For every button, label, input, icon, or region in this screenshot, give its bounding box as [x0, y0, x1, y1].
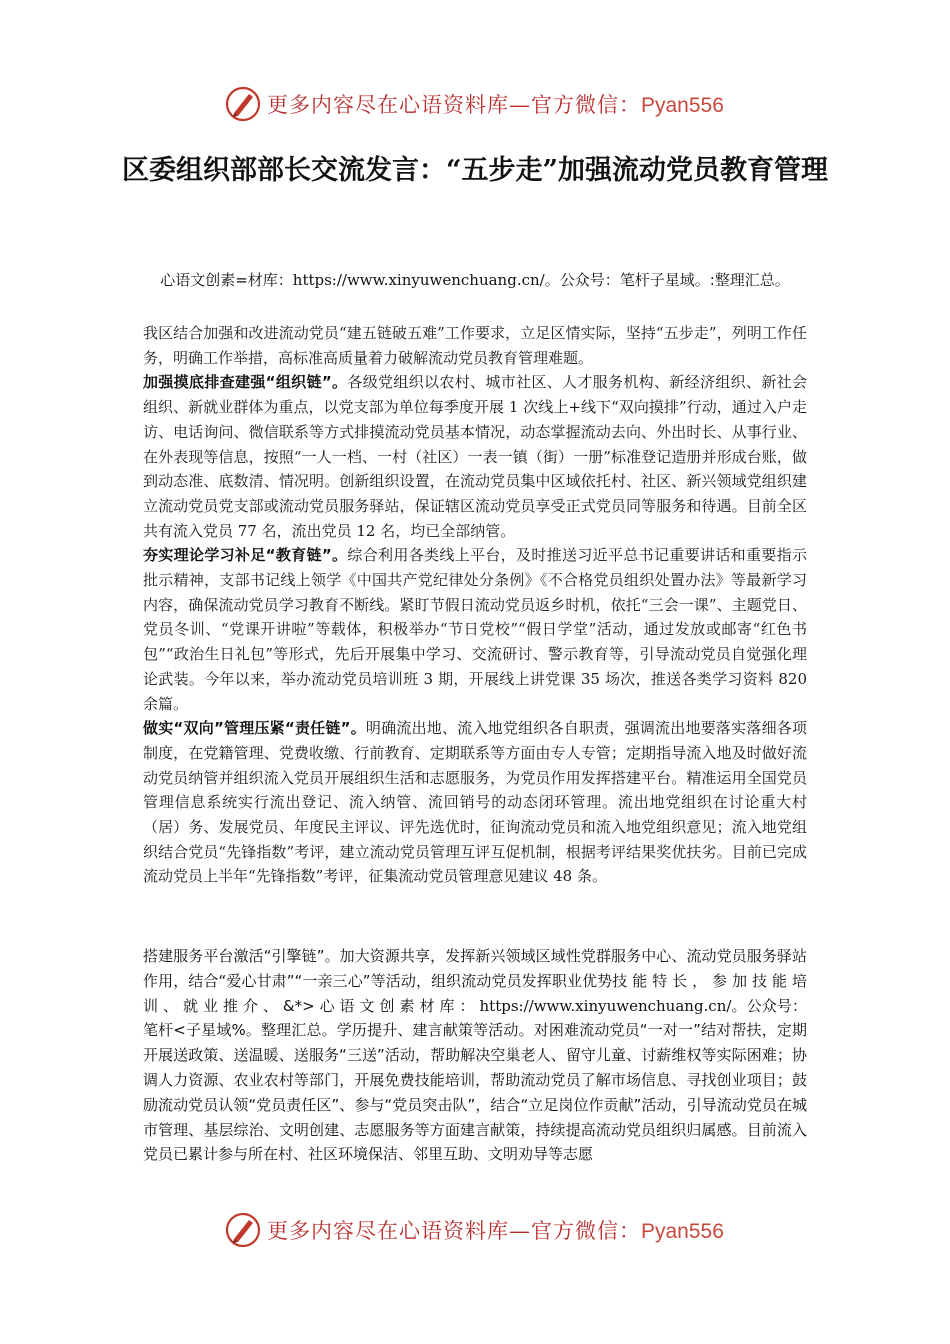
- last-section-text: 搭建服务平台激活“引擎链”。加大资源共享，发挥新兴领域区域性党群服务中心、流动党员服务驿站作用，结合“爱心甘肃”“一亲三心”等活动，组织流动党员发挥职业优势技 能 特 长 ， 参 加 技 能 培 训 、 就 业 推 介 、 &*> 心 语 文 创 素 材 库 ：: [143, 947, 807, 1015]
- section-paragraph: [143, 370, 807, 543]
- page-title: 区委组织部部长交流发言：“五步走”加强流动党员教育管理: [121, 155, 829, 186]
- pen-logo-icon: [225, 86, 261, 122]
- section-text: 综合利用各类线上平台，及时推送习近平总书记重要讲话和重要指示批示精神，支部书记线上领学《中国共产党纪律处分条例》《不合格党员组织处置办法》等最新学习内容，确保流动党员学习教育不断线。紧盯节假日流动党员返乡时机，依托“三会一课”、主题党日、党员冬训、“党课开讲啦”等载体，积极举办“节日党校”“假日学堂”活动，通过发放或邮寄“红色书包”“政治生日礼包”等形式，先后开展集中学习、交流研讨、警示教育等，引导流动党员自觉强化理论武装。今年以来，举办流动党员培训班 3 期，开展线上讲党课 35 场次，推送各类学习资料 820 余篇。: [143, 546, 807, 713]
- section-text: 各级党组织以农村、城市社区、人才服务机构、新经济组织、新社会组织、新就业群体为重点，以党支部为单位每季度开展 1 次线上+线下“双向摸排”行动，通过入户走访、电话询问、微信联系等方式排摸流动党员基本情况，动态掌握流动去向、外出时长、从事行业、在外表现等信息，按照“一人一档、一村（社区）一表一镇（街）一册”标准登记造册并形成台账，做到动态准、底数清、情况明。创新组织设置，在流动党员集中区域依托村、社区、新兴领域党组织建立流动党员党支部或流动党员服务驿站，保证辖区流动党员享受正式党员同等服务和待遇。目前全区共有流入党员 77 名，流出党员 12 名，均已全部纳管。: [143, 373, 807, 540]
- last-section-paragraph: [143, 944, 807, 1167]
- source-line: [140, 268, 810, 293]
- section-paragraph: [143, 716, 807, 889]
- section-paragraph: [143, 543, 807, 716]
- section-text: 明确流出地、流入地党组织各自职责，强调流出地要落实落细各项制度，在党籍管理、党费收缴、行前教育、定期联系等方面由专人专管；定期指导流入地及时做好流动党员纳管并组织流入党员开展组织生活和志愿服务，为党员作用发挥搭建平台。精准运用全国党员管理信息系统实行流出登记、流入纳管、流回销号的动态闭环管理。流出地党组织在讨论重大村（居）务、发展党员、年度民主评议、评先选优时，征询流动党员和流入地党组织意见；流入地党组织结合党员“先锋指数”考评，建立流动党员管理互评互促机制，根据考评结果奖优扶劣。目前已完成流动党员上半年“先锋指数”考评，征集流动党员管理意见建议 48 条。: [143, 719, 808, 886]
- article-body: [143, 321, 807, 889]
- intro-paragraph: 我区结合加强和改进流动党员“建五链破五难”工作要求，立足区情实际，坚持“五步走”，列明工作任务，明确工作举措，高标准高质量着力破解流动党员教育管理难题。: [143, 324, 807, 367]
- banner-text: 更多内容尽在心语资料库—官方微信：Pyan556: [267, 93, 724, 117]
- pen-logo-icon: [225, 1212, 261, 1248]
- last-section-text-cont: 。公众号：笔杆<子星域%。整理汇总。学历提升、建言献策等活动。对困难流动党员“一对一”结对帮扶，定期开展送政策、送温暖、送服务“三送”活动，帮助解决空巢老人、留守儿童、讨薪维权等实际困难；协调人力资源、农业农村等部门，开展免费技能培训，帮助流动党员了解市场信息、寻找创业项目；鼓励流动党员认领“党员责任区”、参与“党员突击队”，结合“立足岗位作贡献”活动，引导流动党员在城市管理、基层综治、文明创建、志愿服务等方面建言献策，持续提高流动党员组织归属感。目前流入党员已累计参与所在村、社区环境保洁、邻里互助、文明劝导等志愿: [143, 996, 807, 1164]
- footer-banner[interactable]: [225, 1210, 725, 1250]
- source-suffix: 。公众号：笔杆子星域。:整理汇总。: [544, 271, 790, 289]
- section-heading: 加强摸底排查建强“组织链”。: [143, 373, 348, 392]
- inline-url[interactable]: https://www.xinyuwenchuang.cn/: [479, 996, 732, 1015]
- header-banner[interactable]: [225, 84, 725, 124]
- banner-text: 更多内容尽在心语资料库—官方微信：Pyan556: [267, 1219, 724, 1243]
- source-url[interactable]: https://www.xinyuwenchuang.cn/: [292, 271, 545, 289]
- source-prefix: 心语文创素=材库：: [160, 271, 293, 289]
- section-heading: 夯实理论学习补足“教育链”。: [143, 546, 348, 565]
- wechat-id: Pyan556: [641, 1220, 724, 1243]
- section-heading: 做实“双向”管理压紧“责任链”。: [143, 719, 366, 738]
- wechat-id: Pyan556: [641, 94, 724, 117]
